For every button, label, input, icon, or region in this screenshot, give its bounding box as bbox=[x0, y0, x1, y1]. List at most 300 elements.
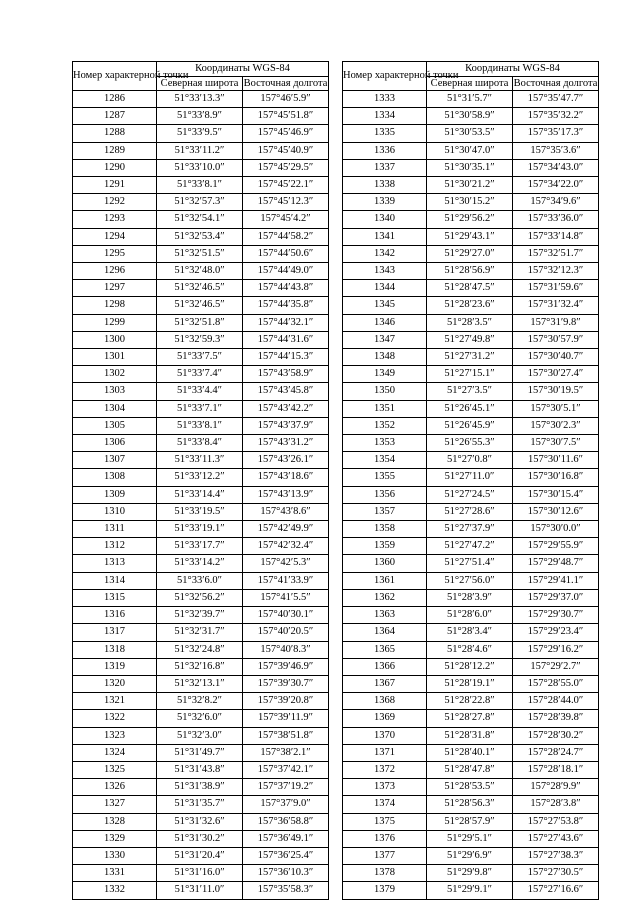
latitude-cell: 51°28′53.5″ bbox=[427, 779, 513, 796]
table-row bbox=[73, 228, 329, 245]
point-number-cell: 1291 bbox=[73, 177, 157, 194]
table-row bbox=[73, 572, 329, 589]
point-number-cell: 1320 bbox=[73, 675, 157, 692]
table-row bbox=[343, 503, 599, 520]
point-number-cell: 1367 bbox=[343, 675, 427, 692]
coordinates-table-left bbox=[72, 61, 329, 900]
point-number-cell: 1315 bbox=[73, 589, 157, 606]
header-east-longitude: Восточная долгота bbox=[243, 77, 328, 89]
point-number-cell: 1317 bbox=[73, 624, 157, 641]
latitude-cell: 51°27′3.5″ bbox=[427, 383, 513, 400]
longitude-cell: 157°30′27.4″ bbox=[513, 366, 599, 383]
latitude-cell: 51°32′6.0″ bbox=[157, 710, 243, 727]
latitude-cell: 51°28′27.8″ bbox=[427, 710, 513, 727]
longitude-cell: 157°36′58.8″ bbox=[243, 813, 329, 830]
point-number-cell: 1311 bbox=[73, 521, 157, 538]
latitude-cell: 51°30′21.2″ bbox=[427, 177, 513, 194]
longitude-cell: 157°41′5.5″ bbox=[243, 589, 329, 606]
latitude-cell: 51°32′51.5″ bbox=[157, 245, 243, 262]
table-row bbox=[73, 452, 329, 469]
table-row bbox=[343, 91, 599, 108]
point-number-cell: 1377 bbox=[343, 847, 427, 864]
latitude-cell: 51°28′47.8″ bbox=[427, 761, 513, 778]
table-row bbox=[343, 555, 599, 572]
latitude-cell: 51°32′54.1″ bbox=[157, 211, 243, 228]
point-number-cell: 1335 bbox=[343, 125, 427, 142]
table-row bbox=[73, 400, 329, 417]
point-number-cell: 1379 bbox=[343, 882, 427, 899]
point-number-cell: 1378 bbox=[343, 865, 427, 882]
latitude-cell: 51°33′17.7″ bbox=[157, 538, 243, 555]
latitude-cell: 51°31′20.4″ bbox=[157, 847, 243, 864]
longitude-cell: 157°45′12.3″ bbox=[243, 194, 329, 211]
table-row bbox=[343, 865, 599, 882]
point-number-cell: 1294 bbox=[73, 228, 157, 245]
latitude-cell: 51°28′40.1″ bbox=[427, 744, 513, 761]
latitude-cell: 51°32′59.3″ bbox=[157, 331, 243, 348]
table-row bbox=[73, 865, 329, 882]
table-row bbox=[73, 314, 329, 331]
longitude-cell: 157°33′36.0″ bbox=[513, 211, 599, 228]
table-row bbox=[73, 331, 329, 348]
point-number-cell: 1328 bbox=[73, 813, 157, 830]
longitude-cell: 157°27′43.6″ bbox=[513, 830, 599, 847]
point-number-cell: 1347 bbox=[343, 331, 427, 348]
table-row bbox=[73, 538, 329, 555]
longitude-cell: 157°43′45.8″ bbox=[243, 383, 329, 400]
table-row bbox=[343, 211, 599, 228]
table-row bbox=[343, 761, 599, 778]
longitude-cell: 157°29′16.2″ bbox=[513, 641, 599, 658]
point-number-cell: 1362 bbox=[343, 589, 427, 606]
longitude-cell: 157°44′49.0″ bbox=[243, 263, 329, 280]
latitude-cell: 51°28′12.2″ bbox=[427, 658, 513, 675]
longitude-cell: 157°45′22.1″ bbox=[243, 177, 329, 194]
point-number-cell: 1321 bbox=[73, 693, 157, 710]
point-number-cell: 1304 bbox=[73, 400, 157, 417]
table-row bbox=[343, 383, 599, 400]
header-coordinates: Координаты WGS-84 bbox=[427, 62, 599, 77]
latitude-cell: 51°32′13.1″ bbox=[157, 675, 243, 692]
point-number-cell: 1363 bbox=[343, 607, 427, 624]
longitude-cell: 157°43′8.6″ bbox=[243, 503, 329, 520]
longitude-cell: 157°31′32.4″ bbox=[513, 297, 599, 314]
table-row bbox=[73, 194, 329, 211]
latitude-cell: 51°33′4.4″ bbox=[157, 383, 243, 400]
longitude-cell: 157°27′30.5″ bbox=[513, 865, 599, 882]
longitude-cell: 157°27′38.3″ bbox=[513, 847, 599, 864]
latitude-cell: 51°31′35.7″ bbox=[157, 796, 243, 813]
latitude-cell: 51°28′56.3″ bbox=[427, 796, 513, 813]
latitude-cell: 51°32′39.7″ bbox=[157, 607, 243, 624]
table-row bbox=[343, 142, 599, 159]
longitude-cell: 157°30′19.5″ bbox=[513, 383, 599, 400]
table-row bbox=[73, 641, 329, 658]
longitude-cell: 157°42′5.3″ bbox=[243, 555, 329, 572]
longitude-cell: 157°30′40.7″ bbox=[513, 349, 599, 366]
longitude-cell: 157°45′46.9″ bbox=[243, 125, 329, 142]
longitude-cell: 157°35′58.3″ bbox=[243, 882, 329, 899]
table-row bbox=[343, 658, 599, 675]
table-row bbox=[343, 263, 599, 280]
latitude-cell: 51°32′31.7″ bbox=[157, 624, 243, 641]
table-row bbox=[73, 469, 329, 486]
point-number-cell: 1326 bbox=[73, 779, 157, 796]
longitude-cell: 157°28′18.1″ bbox=[513, 761, 599, 778]
latitude-cell: 51°32′56.2″ bbox=[157, 589, 243, 606]
latitude-cell: 51°29′9.8″ bbox=[427, 865, 513, 882]
latitude-cell: 51°33′6.0″ bbox=[157, 572, 243, 589]
point-number-cell: 1293 bbox=[73, 211, 157, 228]
point-number-cell: 1313 bbox=[73, 555, 157, 572]
table-row bbox=[73, 142, 329, 159]
longitude-cell: 157°45′40.9″ bbox=[243, 142, 329, 159]
table-row bbox=[343, 159, 599, 176]
table-row bbox=[73, 521, 329, 538]
longitude-cell: 157°45′29.5″ bbox=[243, 159, 329, 176]
table-row bbox=[343, 607, 599, 624]
latitude-cell: 51°28′57.9″ bbox=[427, 813, 513, 830]
latitude-cell: 51°27′24.5″ bbox=[427, 486, 513, 503]
latitude-cell: 51°33′10.0″ bbox=[157, 159, 243, 176]
table-row bbox=[343, 108, 599, 125]
table-row bbox=[73, 349, 329, 366]
table-row bbox=[343, 830, 599, 847]
table-row bbox=[73, 727, 329, 744]
table-row bbox=[73, 125, 329, 142]
table-row bbox=[343, 469, 599, 486]
longitude-cell: 157°35′17.3″ bbox=[513, 125, 599, 142]
longitude-cell: 157°43′37.9″ bbox=[243, 417, 329, 434]
point-number-cell: 1354 bbox=[343, 452, 427, 469]
table-row bbox=[343, 710, 599, 727]
point-number-cell: 1366 bbox=[343, 658, 427, 675]
latitude-cell: 51°29′5.1″ bbox=[427, 830, 513, 847]
latitude-cell: 51°30′35.1″ bbox=[427, 159, 513, 176]
longitude-cell: 157°29′37.0″ bbox=[513, 589, 599, 606]
longitude-cell: 157°43′42.2″ bbox=[243, 400, 329, 417]
point-number-cell: 1375 bbox=[343, 813, 427, 830]
latitude-cell: 51°31′43.8″ bbox=[157, 761, 243, 778]
longitude-cell: 157°30′0.0″ bbox=[513, 521, 599, 538]
latitude-cell: 51°29′6.9″ bbox=[427, 847, 513, 864]
longitude-cell: 157°31′59.6″ bbox=[513, 280, 599, 297]
latitude-cell: 51°32′24.8″ bbox=[157, 641, 243, 658]
point-number-cell: 1333 bbox=[343, 91, 427, 108]
point-number-cell: 1343 bbox=[343, 263, 427, 280]
table-row bbox=[73, 796, 329, 813]
point-number-cell: 1337 bbox=[343, 159, 427, 176]
longitude-cell: 157°37′19.2″ bbox=[243, 779, 329, 796]
longitude-cell: 157°38′2.1″ bbox=[243, 744, 329, 761]
latitude-cell: 51°28′31.8″ bbox=[427, 727, 513, 744]
point-number-cell: 1341 bbox=[343, 228, 427, 245]
table-row bbox=[343, 417, 599, 434]
longitude-cell: 157°35′47.7″ bbox=[513, 91, 599, 108]
table-row bbox=[73, 159, 329, 176]
latitude-cell: 51°28′6.0″ bbox=[427, 607, 513, 624]
longitude-cell: 157°44′31.6″ bbox=[243, 331, 329, 348]
point-number-cell: 1357 bbox=[343, 503, 427, 520]
latitude-cell: 51°30′15.2″ bbox=[427, 194, 513, 211]
coordinates-table-right bbox=[342, 61, 599, 900]
point-number-cell: 1292 bbox=[73, 194, 157, 211]
table-row bbox=[343, 675, 599, 692]
table-row bbox=[343, 882, 599, 899]
longitude-cell: 157°45′4.2″ bbox=[243, 211, 329, 228]
longitude-cell: 157°34′22.0″ bbox=[513, 177, 599, 194]
longitude-cell: 157°39′11.9″ bbox=[243, 710, 329, 727]
table-body-right bbox=[343, 91, 599, 900]
latitude-cell: 51°33′11.3″ bbox=[157, 452, 243, 469]
longitude-cell: 157°31′9.8″ bbox=[513, 314, 599, 331]
latitude-cell: 51°27′31.2″ bbox=[427, 349, 513, 366]
longitude-cell: 157°39′46.9″ bbox=[243, 658, 329, 675]
point-number-cell: 1351 bbox=[343, 400, 427, 417]
latitude-cell: 51°32′3.0″ bbox=[157, 727, 243, 744]
latitude-cell: 51°28′47.5″ bbox=[427, 280, 513, 297]
table-row bbox=[343, 245, 599, 262]
longitude-cell: 157°32′51.7″ bbox=[513, 245, 599, 262]
longitude-cell: 157°42′32.4″ bbox=[243, 538, 329, 555]
longitude-cell: 157°37′9.0″ bbox=[243, 796, 329, 813]
latitude-cell: 51°28′3.4″ bbox=[427, 624, 513, 641]
point-number-cell: 1358 bbox=[343, 521, 427, 538]
latitude-cell: 51°31′30.2″ bbox=[157, 830, 243, 847]
longitude-cell: 157°30′2.3″ bbox=[513, 417, 599, 434]
point-number-cell: 1286 bbox=[73, 91, 157, 108]
longitude-cell: 157°30′5.1″ bbox=[513, 400, 599, 417]
longitude-cell: 157°39′30.7″ bbox=[243, 675, 329, 692]
table-row bbox=[73, 847, 329, 864]
table-row bbox=[343, 400, 599, 417]
table-row bbox=[73, 658, 329, 675]
point-number-cell: 1330 bbox=[73, 847, 157, 864]
longitude-cell: 157°44′32.1″ bbox=[243, 314, 329, 331]
latitude-cell: 51°32′53.4″ bbox=[157, 228, 243, 245]
latitude-cell: 51°28′23.6″ bbox=[427, 297, 513, 314]
longitude-cell: 157°28′30.2″ bbox=[513, 727, 599, 744]
longitude-cell: 157°44′50.6″ bbox=[243, 245, 329, 262]
latitude-cell: 51°31′32.6″ bbox=[157, 813, 243, 830]
table-row bbox=[343, 194, 599, 211]
point-number-cell: 1345 bbox=[343, 297, 427, 314]
point-number-cell: 1312 bbox=[73, 538, 157, 555]
point-number-cell: 1361 bbox=[343, 572, 427, 589]
latitude-cell: 51°29′27.0″ bbox=[427, 245, 513, 262]
point-number-cell: 1374 bbox=[343, 796, 427, 813]
point-number-cell: 1310 bbox=[73, 503, 157, 520]
latitude-cell: 51°27′37.9″ bbox=[427, 521, 513, 538]
table-row bbox=[73, 280, 329, 297]
latitude-cell: 51°32′48.0″ bbox=[157, 263, 243, 280]
point-number-cell: 1325 bbox=[73, 761, 157, 778]
point-number-cell: 1369 bbox=[343, 710, 427, 727]
point-number-cell: 1314 bbox=[73, 572, 157, 589]
longitude-cell: 157°35′3.6″ bbox=[513, 142, 599, 159]
table-row bbox=[343, 331, 599, 348]
longitude-cell: 157°44′15.3″ bbox=[243, 349, 329, 366]
latitude-cell: 51°31′11.0″ bbox=[157, 882, 243, 899]
header-point-number: Номер характерной точки bbox=[343, 62, 427, 91]
longitude-cell: 157°44′35.8″ bbox=[243, 297, 329, 314]
point-number-cell: 1301 bbox=[73, 349, 157, 366]
latitude-cell: 51°33′14.4″ bbox=[157, 486, 243, 503]
latitude-cell: 51°32′46.5″ bbox=[157, 297, 243, 314]
table-row bbox=[343, 486, 599, 503]
point-number-cell: 1339 bbox=[343, 194, 427, 211]
table-row bbox=[73, 435, 329, 452]
longitude-cell: 157°43′18.6″ bbox=[243, 469, 329, 486]
latitude-cell: 51°27′56.0″ bbox=[427, 572, 513, 589]
longitude-cell: 157°29′30.7″ bbox=[513, 607, 599, 624]
point-number-cell: 1302 bbox=[73, 366, 157, 383]
longitude-cell: 157°29′41.1″ bbox=[513, 572, 599, 589]
table-row bbox=[343, 796, 599, 813]
point-number-cell: 1348 bbox=[343, 349, 427, 366]
longitude-cell: 157°30′7.5″ bbox=[513, 435, 599, 452]
point-number-cell: 1376 bbox=[343, 830, 427, 847]
point-number-cell: 1350 bbox=[343, 383, 427, 400]
table-row bbox=[343, 727, 599, 744]
latitude-cell: 51°33′12.2″ bbox=[157, 469, 243, 486]
latitude-cell: 51°33′7.5″ bbox=[157, 349, 243, 366]
point-number-cell: 1353 bbox=[343, 435, 427, 452]
latitude-cell: 51°30′53.5″ bbox=[427, 125, 513, 142]
longitude-cell: 157°37′42.1″ bbox=[243, 761, 329, 778]
point-number-cell: 1324 bbox=[73, 744, 157, 761]
latitude-cell: 51°29′56.2″ bbox=[427, 211, 513, 228]
latitude-cell: 51°28′3.5″ bbox=[427, 314, 513, 331]
table-row bbox=[343, 589, 599, 606]
table-row bbox=[73, 555, 329, 572]
longitude-cell: 157°29′55.9″ bbox=[513, 538, 599, 555]
table-row bbox=[73, 882, 329, 899]
longitude-cell: 157°32′12.3″ bbox=[513, 263, 599, 280]
point-number-cell: 1368 bbox=[343, 693, 427, 710]
point-number-cell: 1319 bbox=[73, 658, 157, 675]
table-row bbox=[343, 847, 599, 864]
longitude-cell: 157°30′15.4″ bbox=[513, 486, 599, 503]
point-number-cell: 1288 bbox=[73, 125, 157, 142]
latitude-cell: 51°28′3.9″ bbox=[427, 589, 513, 606]
table-row bbox=[343, 297, 599, 314]
latitude-cell: 51°31′38.9″ bbox=[157, 779, 243, 796]
latitude-cell: 51°31′49.7″ bbox=[157, 744, 243, 761]
latitude-cell: 51°26′55.3″ bbox=[427, 435, 513, 452]
longitude-cell: 157°40′20.5″ bbox=[243, 624, 329, 641]
point-number-cell: 1336 bbox=[343, 142, 427, 159]
latitude-cell: 51°32′46.5″ bbox=[157, 280, 243, 297]
point-number-cell: 1373 bbox=[343, 779, 427, 796]
point-number-cell: 1365 bbox=[343, 641, 427, 658]
point-number-cell: 1364 bbox=[343, 624, 427, 641]
point-number-cell: 1340 bbox=[343, 211, 427, 228]
longitude-cell: 157°36′10.3″ bbox=[243, 865, 329, 882]
latitude-cell: 51°29′43.1″ bbox=[427, 228, 513, 245]
table-row bbox=[73, 211, 329, 228]
longitude-cell: 157°44′43.8″ bbox=[243, 280, 329, 297]
table-row bbox=[73, 417, 329, 434]
latitude-cell: 51°27′47.2″ bbox=[427, 538, 513, 555]
table-row bbox=[343, 572, 599, 589]
latitude-cell: 51°33′7.1″ bbox=[157, 400, 243, 417]
latitude-cell: 51°29′9.1″ bbox=[427, 882, 513, 899]
longitude-cell: 157°43′31.2″ bbox=[243, 435, 329, 452]
point-number-cell: 1372 bbox=[343, 761, 427, 778]
table-row bbox=[73, 693, 329, 710]
point-number-cell: 1323 bbox=[73, 727, 157, 744]
point-number-cell: 1370 bbox=[343, 727, 427, 744]
latitude-cell: 51°33′14.2″ bbox=[157, 555, 243, 572]
latitude-cell: 51°33′8.9″ bbox=[157, 108, 243, 125]
point-number-cell: 1318 bbox=[73, 641, 157, 658]
point-number-cell: 1329 bbox=[73, 830, 157, 847]
longitude-cell: 157°29′23.4″ bbox=[513, 624, 599, 641]
table-row bbox=[343, 435, 599, 452]
table-row bbox=[73, 830, 329, 847]
longitude-cell: 157°28′3.8″ bbox=[513, 796, 599, 813]
table-row bbox=[343, 744, 599, 761]
longitude-cell: 157°33′14.8″ bbox=[513, 228, 599, 245]
table-row bbox=[73, 675, 329, 692]
point-number-cell: 1290 bbox=[73, 159, 157, 176]
latitude-cell: 51°26′45.1″ bbox=[427, 400, 513, 417]
table-row bbox=[343, 641, 599, 658]
table-row bbox=[73, 263, 329, 280]
longitude-cell: 157°28′9.9″ bbox=[513, 779, 599, 796]
table-row bbox=[343, 779, 599, 796]
latitude-cell: 51°33′9.5″ bbox=[157, 125, 243, 142]
point-number-cell: 1338 bbox=[343, 177, 427, 194]
longitude-cell: 157°42′49.9″ bbox=[243, 521, 329, 538]
latitude-cell: 51°28′4.6″ bbox=[427, 641, 513, 658]
latitude-cell: 51°28′22.8″ bbox=[427, 693, 513, 710]
longitude-cell: 157°38′51.8″ bbox=[243, 727, 329, 744]
latitude-cell: 51°33′7.4″ bbox=[157, 366, 243, 383]
point-number-cell: 1306 bbox=[73, 435, 157, 452]
point-number-cell: 1308 bbox=[73, 469, 157, 486]
latitude-cell: 51°27′0.8″ bbox=[427, 452, 513, 469]
point-number-cell: 1309 bbox=[73, 486, 157, 503]
table-row bbox=[73, 503, 329, 520]
table-row bbox=[73, 383, 329, 400]
point-number-cell: 1298 bbox=[73, 297, 157, 314]
longitude-cell: 157°43′13.9″ bbox=[243, 486, 329, 503]
point-number-cell: 1295 bbox=[73, 245, 157, 262]
longitude-cell: 157°30′57.9″ bbox=[513, 331, 599, 348]
latitude-cell: 51°26′45.9″ bbox=[427, 417, 513, 434]
latitude-cell: 51°33′8.1″ bbox=[157, 417, 243, 434]
latitude-cell: 51°30′47.0″ bbox=[427, 142, 513, 159]
point-number-cell: 1327 bbox=[73, 796, 157, 813]
table-row bbox=[343, 366, 599, 383]
longitude-cell: 157°30′12.6″ bbox=[513, 503, 599, 520]
table-row bbox=[343, 177, 599, 194]
point-number-cell: 1331 bbox=[73, 865, 157, 882]
table-row bbox=[343, 813, 599, 830]
table-row bbox=[73, 177, 329, 194]
header-east-longitude: Восточная долгота bbox=[513, 77, 598, 89]
point-number-cell: 1289 bbox=[73, 142, 157, 159]
table-row bbox=[343, 349, 599, 366]
point-number-cell: 1307 bbox=[73, 452, 157, 469]
latitude-cell: 51°27′51.4″ bbox=[427, 555, 513, 572]
table-row bbox=[73, 297, 329, 314]
longitude-cell: 157°40′30.1″ bbox=[243, 607, 329, 624]
longitude-cell: 157°39′20.8″ bbox=[243, 693, 329, 710]
point-number-cell: 1297 bbox=[73, 280, 157, 297]
